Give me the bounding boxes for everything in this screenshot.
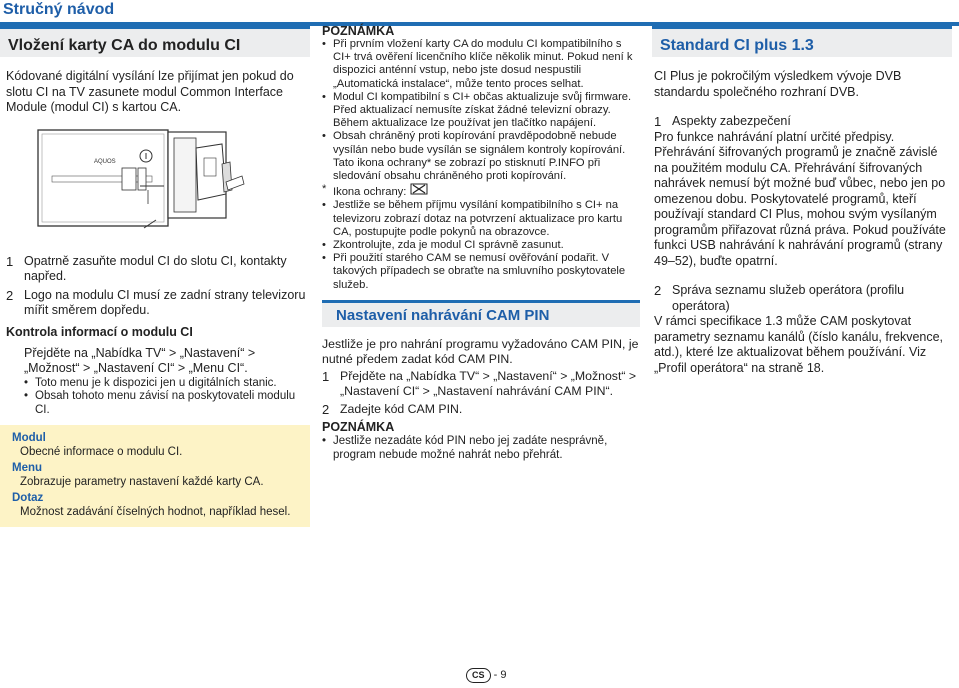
copy-protection-icon — [410, 186, 428, 198]
tv-rear-illustration-svg — [36, 124, 286, 234]
item-heading-text: Aspekty zabezpečení — [672, 114, 791, 128]
page-number: 9 — [500, 669, 507, 681]
intro-text: CI Plus je pokročilým výsledkem vývoje DVB standardu společného rozhraní DVB. — [654, 69, 902, 99]
section-title: Nastavení nahrávání CAM PIN — [336, 306, 550, 324]
item-heading — [654, 283, 952, 314]
protection-icon-label: Ikona ochrany: — [333, 186, 407, 199]
section-title-bar — [652, 26, 952, 57]
language-badge: CS — [466, 668, 491, 683]
step-item — [322, 402, 640, 417]
section-title-bar — [0, 26, 310, 57]
section-title-bar — [322, 300, 640, 327]
bullet-item: • Obsah tohoto menu závisí na poskytovateli modulu CI. — [24, 390, 310, 417]
step-number: 2 — [322, 401, 330, 417]
page-header — [0, 0, 959, 20]
note-bullet: • Zkontrolujte, zda je modul CI správně zasunut. — [322, 239, 640, 252]
insert-steps — [6, 254, 310, 319]
definition-desc: Zobrazuje parametry nastavení každé karty CA. — [20, 476, 264, 488]
section-title: Standard CI plus 1.3 — [660, 37, 814, 54]
definition-desc: Možnost zadávání číselných hodnot, například hesel. — [20, 506, 291, 518]
section-intro: Jestliže je pro nahrání programu vyžadováno CAM PIN, je nutné předem zadat kód CAM PIN. — [322, 336, 639, 366]
column-ci-insert — [0, 26, 310, 527]
item-heading-text: Správa seznamu služeb operátora (profilu operátora) — [672, 283, 905, 313]
step-text: Opatrně zasuňte modul CI do slotu CI, kontakty napřed. — [24, 253, 287, 283]
tv-logo-label: AQUOS — [94, 158, 116, 165]
page-footer: CS - 9 — [466, 668, 506, 683]
note-title: POZNÁMKA — [322, 24, 395, 38]
step-text: Přejděte na „Nabídka TV“ > „Nastavení“ > „Možnost“ > „Nastavení CI“ > „Nastavení nahrávání CAM PIN“. — [340, 368, 637, 398]
item-number: 1 — [654, 114, 662, 129]
page-header-title: Stručný návod — [3, 1, 115, 18]
item-body: Pro funkce nahrávání platní určité předpisy. Přehrávání šifrovaných programů je značně závislé na použitém modulu CA. Přehrávání šifrovaných nahrávek nemusí být možné buď vůbec, nebo jen po omezenou dobu. Poskytovatelé programů, kteří používají standard CI Plus, mohou svým vysílaným programům přiřazovat různá práva. Pokud používáte funkci USB nahrávání k nahrávání programů (strany 49–52), buďte opatrní. — [654, 129, 946, 268]
check-bullets — [24, 377, 310, 418]
note-bullet: • Jestliže nezadáte kód PIN nebo jej zadáte nesprávně, program nebude možné nahrát nebo přehrát. — [322, 434, 640, 462]
definition-term: Dotaz — [12, 492, 44, 504]
check-title: Kontrola informací o modulu CI — [6, 324, 193, 339]
step-item — [322, 369, 640, 399]
step-text: Logo na modulu CI musí ze zadní strany televizoru mířit směrem dopředu. — [24, 287, 306, 317]
step-text: Zadejte kód CAM PIN. — [340, 401, 463, 416]
step-number: 2 — [6, 287, 14, 303]
check-path: Přejděte na „Nabídka TV“ > „Nastavení“ > „Možnost“ > „Nastavení CI“ > „Menu CI“. — [24, 345, 256, 375]
column-notes-cam — [322, 18, 640, 462]
step-item — [6, 288, 310, 319]
note-bullet: • Při prvním vložení karty CA do modulu CI kompatibilního s CI+ trvá ověření licenčního klíče několik minut. Pokud není k dispozici anténní vstup, nebo jste dosud nespustili „Automatická instalace“, může tento proces selhat. — [322, 38, 640, 91]
protection-icon-note — [322, 183, 640, 199]
ci-plus-item — [654, 283, 952, 376]
note-bullet: • Při použití starého CAM se nemusí ověřování podařit. V takových případech se obraťte na smluvního poskytovatele služeb. — [322, 252, 640, 292]
note-bullet: • Modul CI kompatibilní s CI+ občas aktualizuje svůj firmware. Před aktualizací nemusíte získat žádné televizní obrazy. Během aktualizace lze používat jen tlačítko napájení. — [322, 91, 640, 131]
ci-menu-definitions — [0, 425, 310, 527]
note-title: POZNÁMKA — [322, 419, 395, 434]
note-bullet: • Obsah chráněný proti kopírování pravděpodobně nebude vysílán nebo bude vysílán se signálem kontroly kopírování. Tato ikona ochrany* se zobrazí po stisknutí P.INFO při sledování obsahu chráněného proti kopírování. — [322, 130, 640, 183]
section-title: Vložení karty CA do modulu CI — [8, 37, 241, 54]
tv-rear-illustration — [36, 124, 286, 234]
bullet-item: • Toto menu je k dispozici jen u digitálních stanic. — [24, 377, 310, 391]
definition-desc: Obecné informace o modulu CI. — [20, 446, 183, 458]
cam-pin-steps — [322, 369, 640, 417]
step-item — [6, 254, 310, 285]
item-heading — [654, 114, 952, 130]
item-body: V rámci specifikace 1.3 může CAM poskytovat parametry seznamu kanálů (číslo kanálu, frekvence, atd.), které lze aktualizovat během používání. Viz „Profil operátora“ na straně 18. — [654, 314, 944, 375]
item-number: 2 — [654, 283, 662, 298]
step-number: 1 — [322, 368, 330, 384]
intro-text: Kódované digitální vysílání lze přijímat jen pokud do slotu CI na TV zasunete modul Common Interface Module (modul CI) s kartou CA. — [6, 69, 294, 114]
note-bullet: • Jestliže se během příjmu vysílání kompatibilního s CI+ na televizoru zobrazí dotaz na potvrzení aktualizace pro kartu CA, postupujte podle pokynů na obrazovce. — [322, 199, 640, 239]
definition-term: Menu — [12, 462, 43, 474]
definition-term: Modul — [12, 432, 46, 444]
step-number: 1 — [6, 253, 14, 269]
column-ci-plus — [652, 26, 952, 376]
ci-plus-item — [654, 114, 952, 269]
